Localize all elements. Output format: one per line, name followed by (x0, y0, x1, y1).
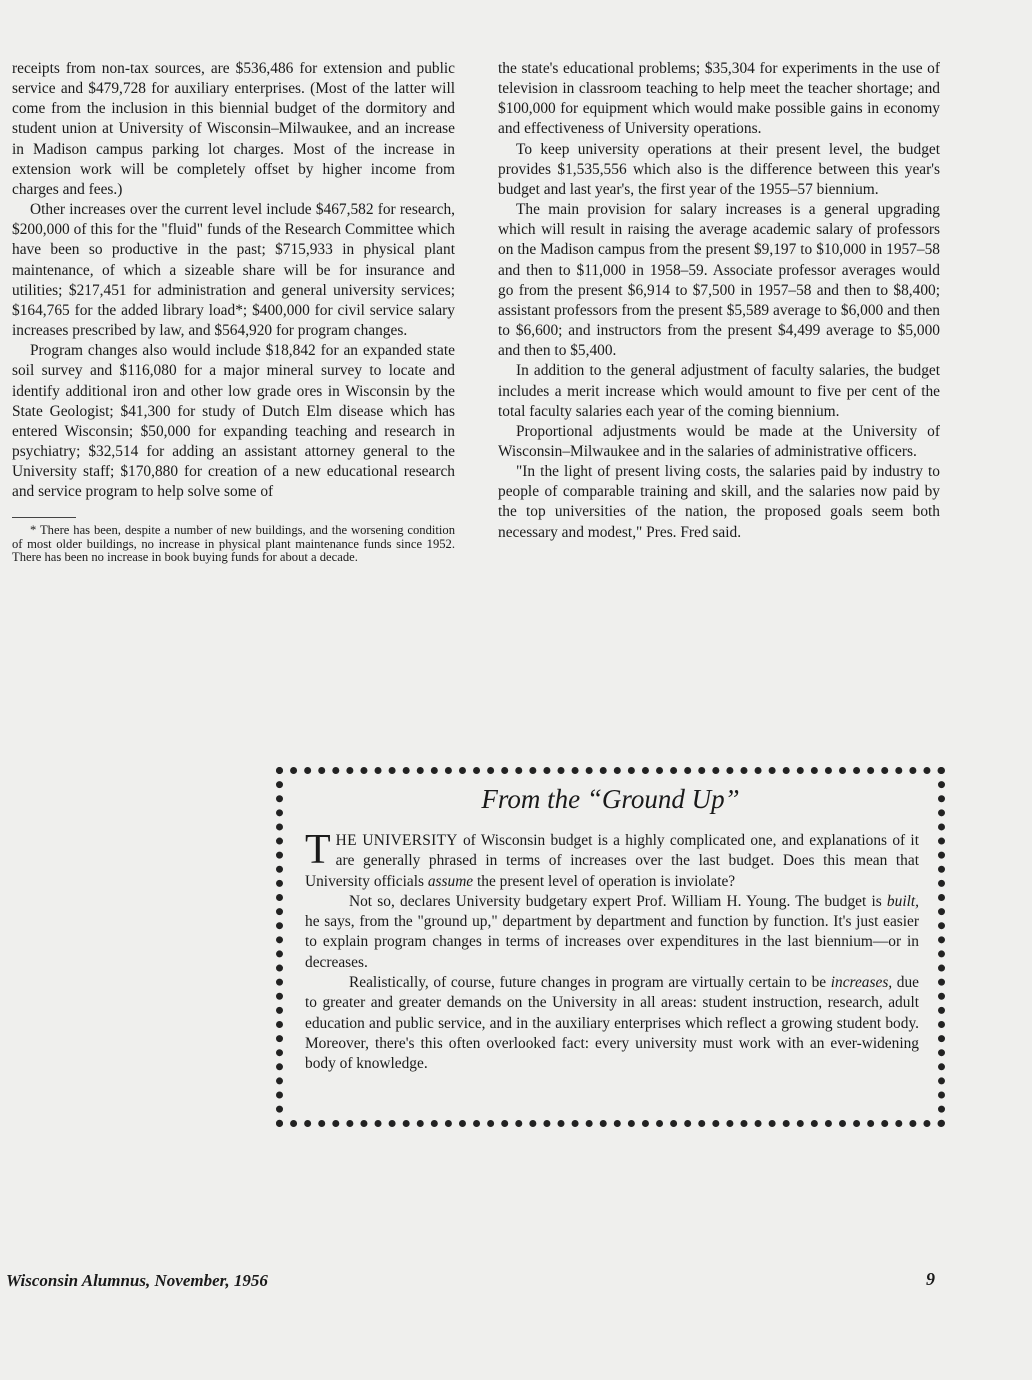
footnote-text: * There has been, despite a number of new buildings, and the worsening condition of most older buildings, no increase in physical plant maintenance funds since 1952. There has been no increase in book buying funds for about a decade. (12, 523, 455, 564)
sidebar-paragraph-2 (305, 892, 919, 973)
right-paragraph-1: the state's educational problems; $35,304 for experiments in the use of television in classroom teaching to help meet the teacher shortage; and $100,000 for equipment which would make possible gains in economy and effectiveness of University operations. (498, 60, 940, 138)
right-column (498, 59, 940, 543)
footnote (12, 524, 455, 564)
drop-cap: T (305, 827, 331, 873)
emphasis: built, (886, 892, 919, 910)
right-paragraph-6: "In the light of present living costs, the salaries paid by industry to people of comparable training and skill, and the salaries now paid by the top universities of the nation, the proposed goals seem both necessary and modest," Pres. Fred said. (498, 463, 940, 541)
left-paragraph-2: Other increases over the current level include $467,582 for research, $200,000 of this for the "fluid" funds of the Research Committee which have been so productive in the past; $715,933 in physical plant maintenance, of which a sizeable share will be for insurance and utilities; $217,451 for administration and general university services; $164,765 for the added library load*; $400,000 for civil service salary increases prescribed by law, and $564,920 for program changes. (12, 201, 455, 340)
right-paragraph-2: To keep university operations at their present level, the budget provides $1,535,556 which also is the difference between this year's budget and last year's, the first year of the 1955–57 biennium. (498, 140, 940, 198)
right-paragraph-3: The main provision for salary increases is a general upgrading which will result in raising the average academic salary of professors on the Madison campus from the present $9,197 to $10,000 in 1957–58 and then to $11,000 in 1958–59. Associate professor averages would go from the present $6,914 to $7,500 in 1957–58 and then to $8,400; assistant professors from the present $5,589 average to $6,000 and then to $6,600; and instructors from the present $4,499 average to $5,000 and then to $5,400. (498, 201, 940, 360)
sidebar-text: due to greater and greater demands on the University in all areas: student instruction, research, adult education and public service, and in the auxiliary enterprises which reflect a growing student body. Moreover, there's this often overlooked fact: every university must work with an ever-widening body of knowledge. (305, 974, 919, 1073)
lead-in-caps: HE UNIVERSITY (335, 832, 458, 849)
sidebar-text: Realistically, of course, future changes in program are virtually certain to be (349, 974, 831, 992)
emphasis: increases, (830, 974, 893, 992)
right-paragraph-5: Proportional adjustments would be made at the University of Wisconsin–Milwaukee and in the salaries of administrative officers. (498, 422, 940, 460)
sidebar-text: the present level of operation is inviolate? (473, 872, 736, 890)
sidebar-body (305, 827, 919, 1075)
sidebar-title: From the “Ground Up” (481, 784, 740, 814)
left-paragraph-3: Program changes also would include $18,842 for an expanded state soil survey and $116,080 for a major mineral survey to locate and identify additional iron and other low grade ores in Wisconsin by the State Geologist; $41,300 for study of Dutch Elm disease which has entered Wisconsin; $50,000 for expanding teaching and research in psychiatry; $32,514 for adding an assistant attorney general to the University staff; $170,880 for creation of a new educational research and service program to help solve some of (12, 342, 455, 501)
right-paragraph-4: In addition to the general adjustment of faculty salaries, the budget includes a merit increase which would amount to five per cent of the total faculty salaries each year of the coming biennium. (498, 362, 940, 420)
sidebar-box (276, 767, 945, 1127)
sidebar-text: he says, from the "ground up," department by department and function by function. It's just easier to explain program changes in terms of increases over expenditures in the last biennium—or in decreases. (305, 913, 919, 971)
emphasis: assume (427, 872, 474, 890)
publication-footer: Wisconsin Alumnus, November, 1956 (6, 1271, 268, 1290)
sidebar-text: of Wisconsin budget is a highly complicated one, and explanations of it are generally phrased in terms of increases over the last budget. Does this mean that University officials (305, 832, 919, 890)
left-paragraph-1: receipts from non-tax sources, are $536,486 for extension and public service and $479,728 for auxiliary enterprises. (Most of the latter will come from the inclusion in this biennial budget of the dormitory and student union at University of Wisconsin–Milwaukee, and an increase in Madison campus parking lot charges. Most of the increase in extension work will be completely offset by higher income from charges and fees.) (12, 60, 455, 198)
sidebar-paragraph-1 (305, 827, 919, 892)
sidebar-text: Not so, declares University budgetary expert Prof. William H. Young. The budget is (349, 892, 887, 910)
left-column (12, 59, 455, 564)
page-number: 9 (926, 1269, 935, 1289)
sidebar-paragraph-3 (305, 973, 919, 1074)
footnote-divider (12, 517, 76, 518)
